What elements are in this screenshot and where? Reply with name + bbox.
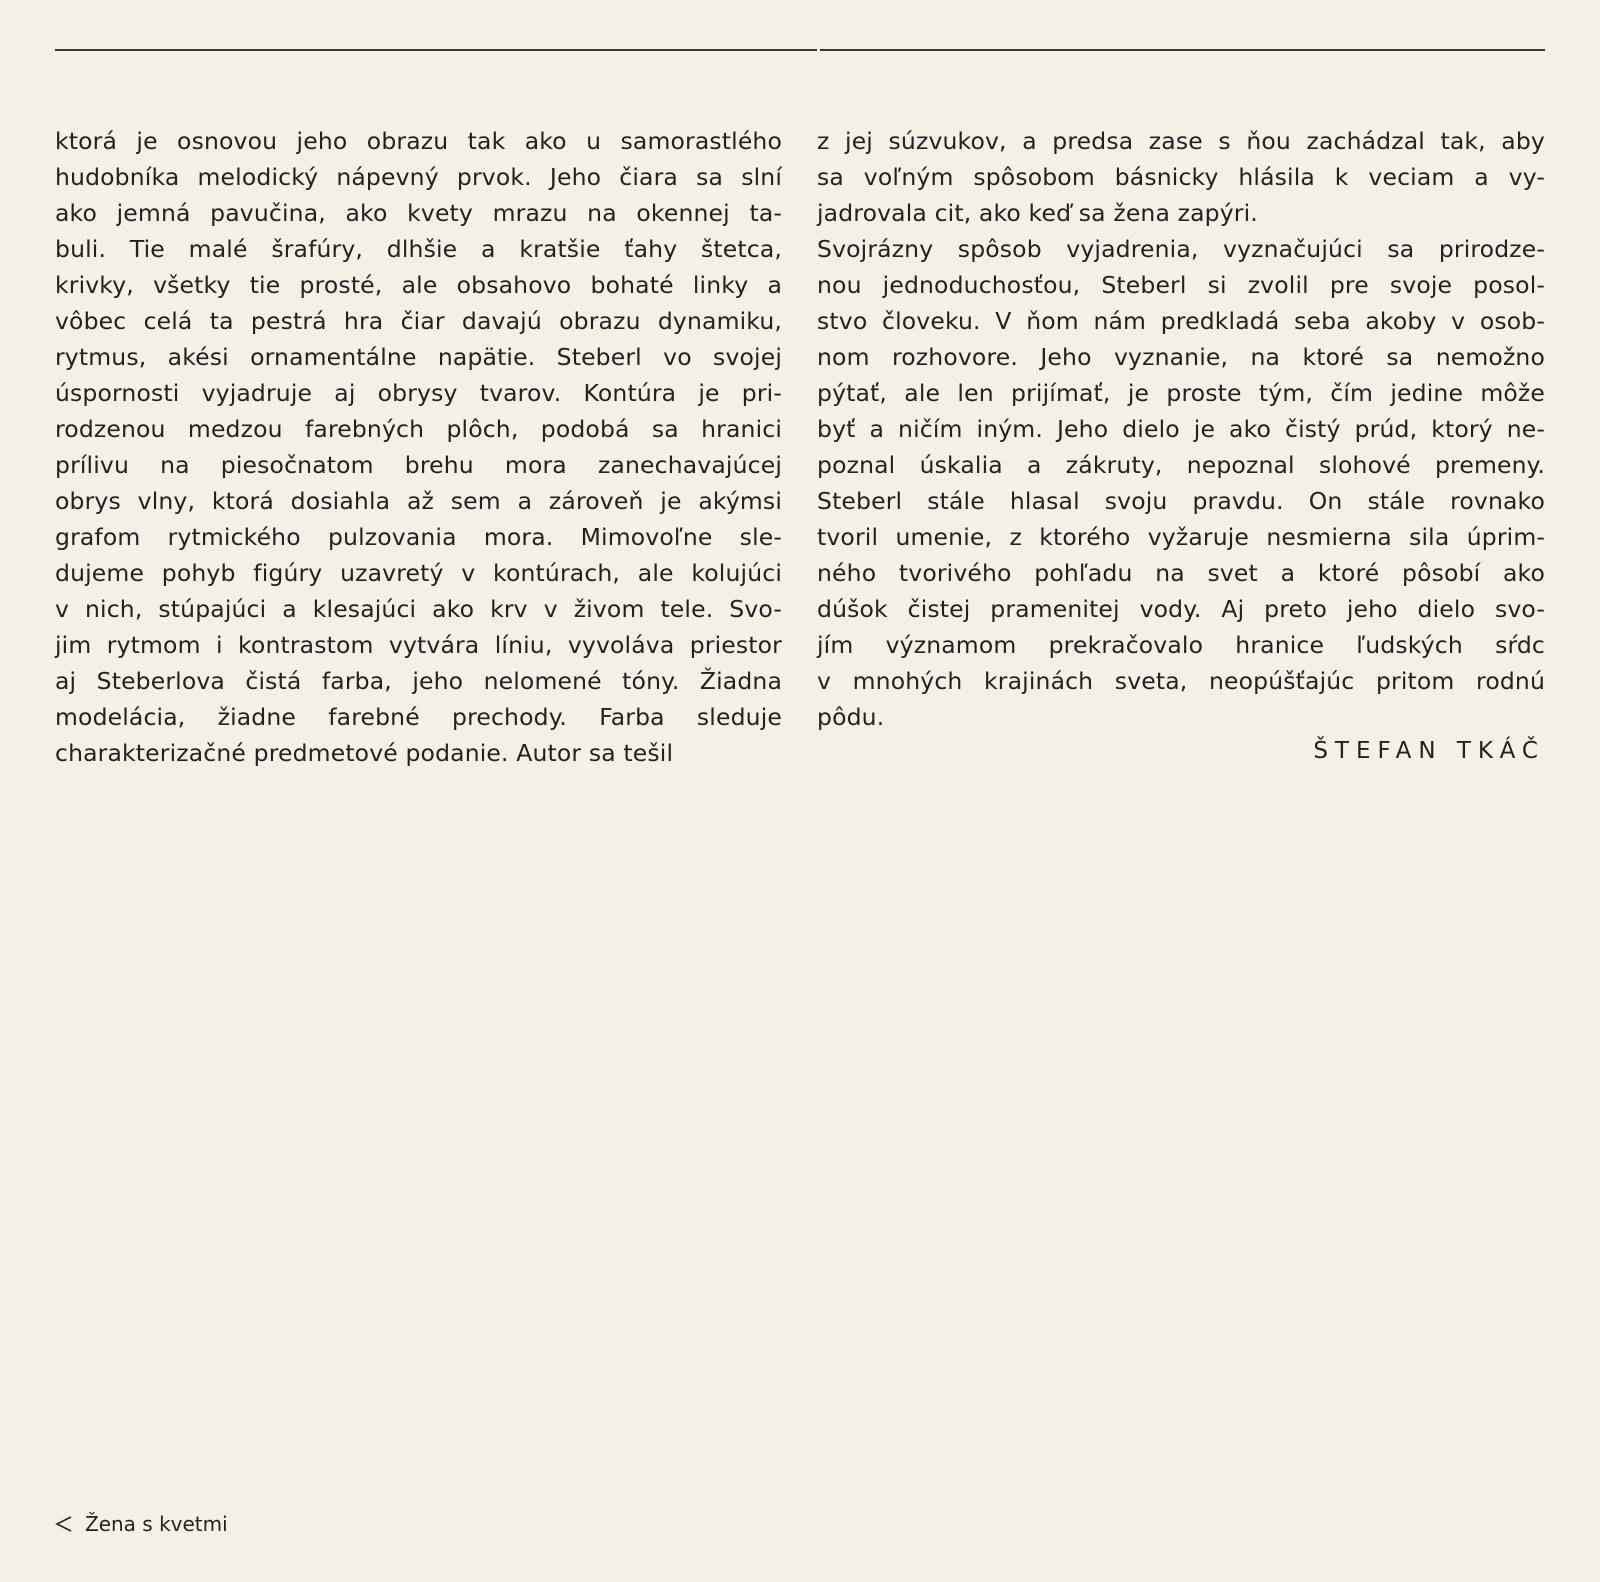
text-line: ktorá je osnovou jeho obrazu tak ako u samorastlého	[55, 127, 782, 155]
text-line: rodzenou medzou farebných plôch, podobá sa hranici	[55, 415, 782, 443]
text-line: dúšok čistej pramenitej vody. Aj preto jeho dielo svo-	[817, 595, 1545, 623]
triangle-left-icon	[55, 1515, 73, 1533]
text-line: v nich, stúpajúci a klesajúci ako krv v živom tele. Svo-	[55, 595, 782, 623]
right-text-column	[817, 123, 1545, 735]
text-line: úspornosti vyjadruje aj obrysy tvarov. Kontúra je pri-	[55, 379, 782, 407]
figure-caption	[55, 1511, 228, 1537]
text-line: rytmus, akési ornamentálne napätie. Steberl vo svojej	[55, 343, 782, 371]
text-line: v mnohých krajinách sveta, neopúšťajúc pritom rodnú	[817, 667, 1545, 695]
text-line: modelácia, žiadne farebné prechody. Farba sleduje	[55, 703, 782, 731]
text-line: hudobníka melodický nápevný prvok. Jeho čiara sa slní	[55, 163, 782, 191]
text-line: jadrovala cit, ako keď sa žena zapýri.	[817, 199, 1258, 227]
author-signature: ŠTEFAN TKÁČ	[1313, 738, 1545, 764]
text-line: grafom rytmického pulzovania mora. Mimovoľne sle-	[55, 523, 782, 551]
text-line: tvoril umenie, z ktorého vyžaruje nesmierna sila úprim-	[817, 523, 1545, 551]
text-line: sa voľným spôsobom básnicky hlásila k veciam a vy-	[817, 163, 1545, 191]
text-line: ako jemná pavučina, ako kvety mrazu na okennej ta-	[55, 199, 782, 227]
text-line: jím významom prekračovalo hranice ľudských sŕdc	[817, 631, 1545, 659]
text-line: charakterizačné predmetové podanie. Autor sa tešil	[55, 739, 674, 767]
text-line: krivky, všetky tie prosté, ale obsahovo bohaté linky a	[55, 271, 782, 299]
text-line: aj Steberlova čistá farba, jeho nelomené tóny. Žiadna	[55, 667, 782, 695]
text-line: poznal úskalia a zákruty, nepoznal slohové premeny.	[817, 451, 1545, 479]
left-text-column	[55, 123, 782, 771]
text-line: Steberl stále hlasal svoju pravdu. On stále rovnako	[817, 487, 1545, 515]
text-line: Svojrázny spôsob vyjadrenia, vyznačujúci sa prirodze-	[817, 235, 1545, 263]
text-line: dujeme pohyb figúry uzavretý v kontúrach, ale kolujúci	[55, 559, 782, 587]
text-line: obrys vlny, ktorá dosiahla až sem a zároveň je akýmsi	[55, 487, 782, 515]
text-line: jim rytmom i kontrastom vytvára líniu, vyvoláva priestor	[55, 631, 782, 659]
text-line: prílivu na piesočnatom brehu mora zanechavajúcej	[55, 451, 782, 479]
text-line: z jej súzvukov, a predsa zase s ňou zachádzal tak, aby	[817, 127, 1545, 155]
text-line: pôdu.	[817, 703, 885, 731]
text-line: vôbec celá ta pestrá hra čiar davajú obrazu dynamiku,	[55, 307, 782, 335]
text-line: byť a ničím iným. Jeho dielo je ako čistý prúd, ktorý ne-	[817, 415, 1545, 443]
text-line: ného tvorivého pohľadu na svet a ktoré pôsobí ako	[817, 559, 1545, 587]
text-line: buli. Tie malé šrafúry, dlhšie a kratšie ťahy štetca,	[55, 235, 782, 263]
caption-text: Žena s kvetmi	[85, 1512, 228, 1536]
text-line: pýtať, ale len prijímať, je proste tým, čím jedine môže	[817, 379, 1545, 407]
text-line: nou jednoduchosťou, Steberl si zvolil pre svoje posol-	[817, 271, 1545, 299]
text-line: stvo človeku. V ňom nám predkladá seba akoby v osob-	[817, 307, 1545, 335]
top-rule-left	[55, 49, 817, 51]
text-line: nom rozhovore. Jeho vyznanie, na ktoré sa nemožno	[817, 343, 1545, 371]
top-rule-right	[820, 49, 1545, 51]
